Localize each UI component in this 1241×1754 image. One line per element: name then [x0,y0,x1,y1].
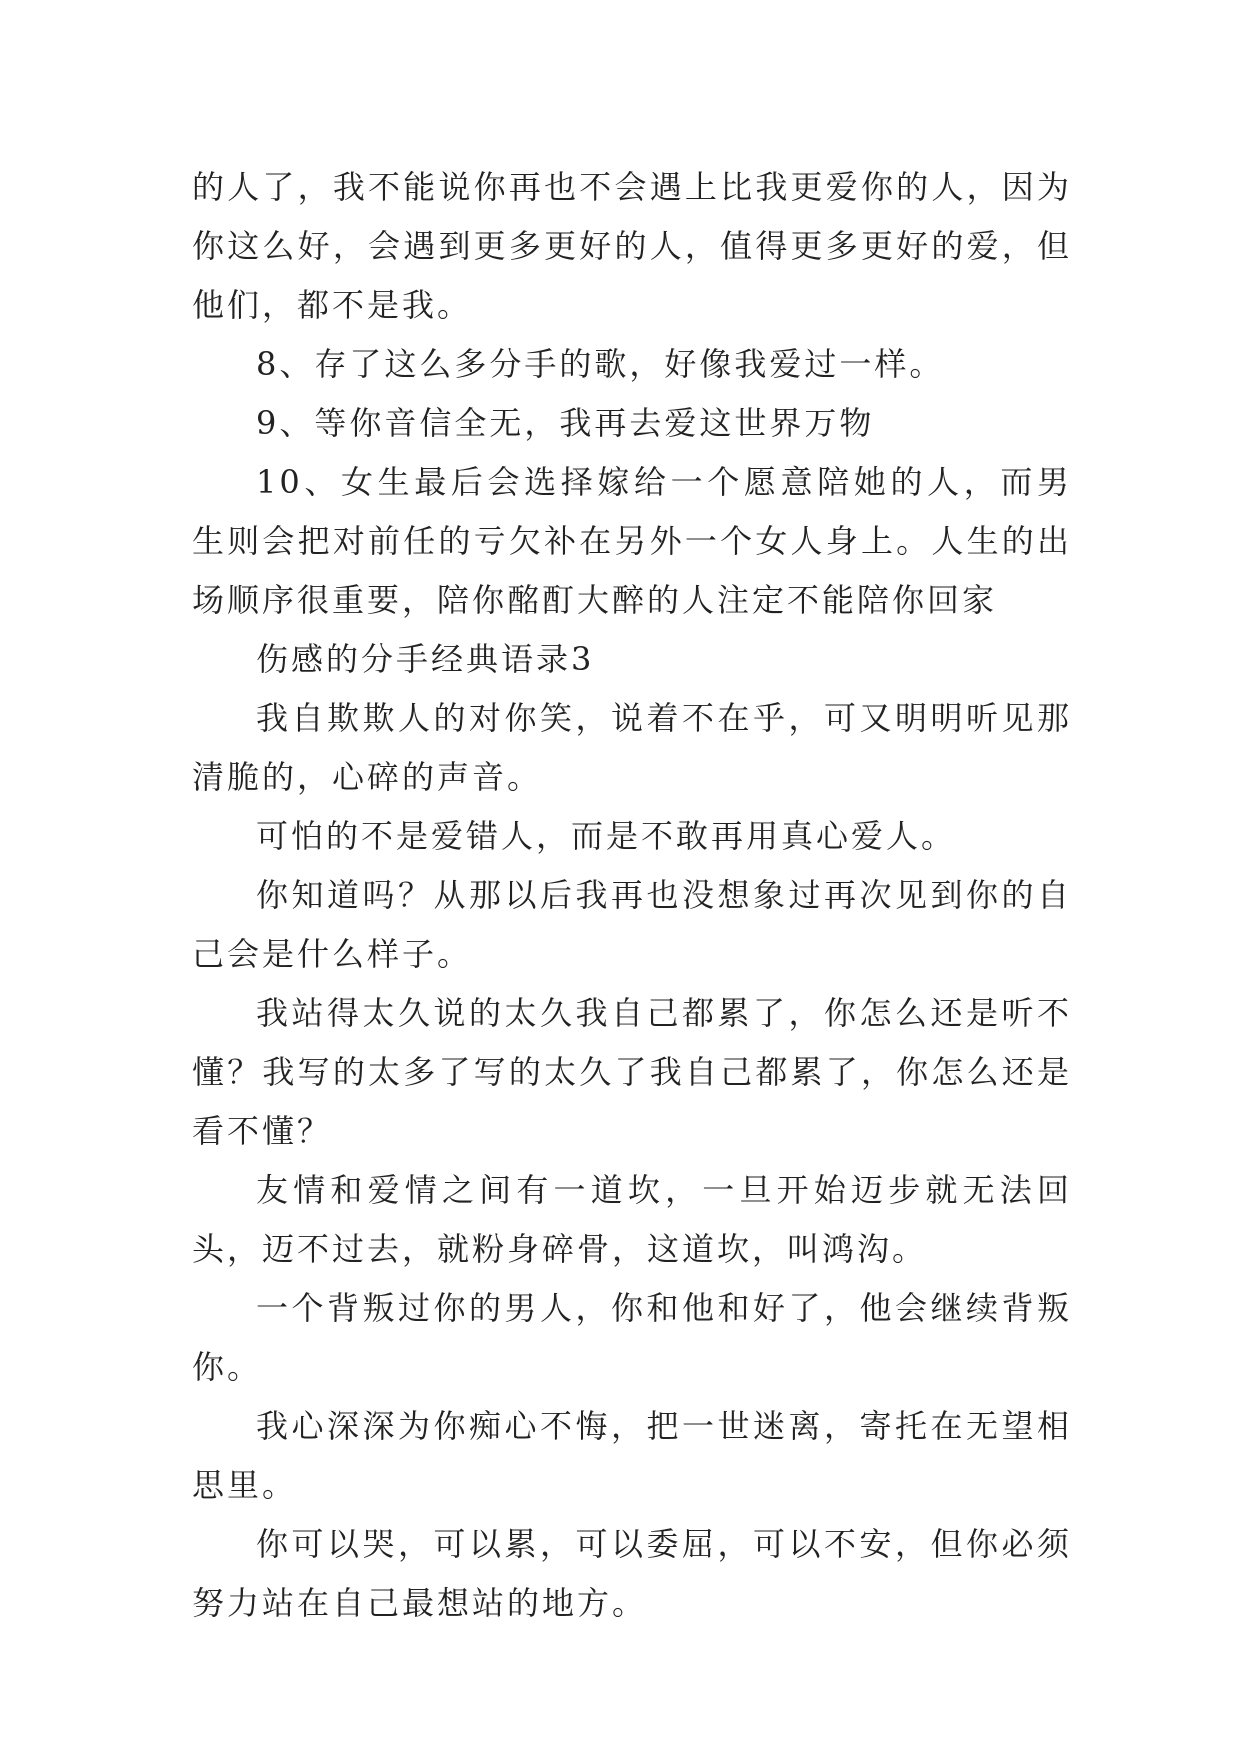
section-heading: 伤感的分手经典语录3 [256,640,595,678]
paragraph-quote-1: 我自欺欺人的对你笑，说着不在乎，可又明明听见那清脆的，心碎的声音。 [192,699,1072,796]
paragraph-quote-6: 一个背叛过你的男人，你和他和好了，他会继续背叛你。 [192,1289,1072,1386]
paragraph-quote-3: 你知道吗？从那以后我再也没想象过再次见到你的自己会是什么样子。 [192,876,1072,973]
paragraph-quote-8: 你可以哭，可以累，可以委屈，可以不安，但你必须努力站在自己最想站的地方。 [192,1525,1072,1622]
paragraph-item-10: 10、女生最后会选择嫁给一个愿意陪她的人，而男生则会把对前任的亏欠补在另外一个女人身上。人生的出场顺序很重要，陪你酩酊大醉的人注定不能陪你回家 [192,463,1072,619]
paragraph-quote-4: 我站得太久说的太久我自己都累了，你怎么还是听不懂？我写的太多了写的太久了我自己都累了，你怎么还是看不懂？ [192,994,1072,1150]
paragraph-quote-5: 友情和爱情之间有一道坎，一旦开始迈步就无法回头，迈不过去，就粉身碎骨，这道坎，叫鸿沟。 [192,1171,1072,1268]
paragraph-quote-2: 可怕的不是爱错人，而是不敢再用真心爱人。 [256,817,957,855]
paragraph-item-9: 9、等你音信全无，我再去爱这世界万物 [256,404,875,442]
document-body [192,158,1072,1633]
paragraph-continuation: 的人了，我不能说你再也不会遇上比我更爱你的人，因为你这么好，会遇到更多更好的人，值得更多更好的爱，但他们，都不是我。 [192,168,1072,324]
paragraph-item-8: 8、存了这么多分手的歌，好像我爱过一样。 [256,345,945,383]
paragraph-quote-7: 我心深深为你痴心不悔，把一世迷离，寄托在无望相思里。 [192,1407,1072,1504]
